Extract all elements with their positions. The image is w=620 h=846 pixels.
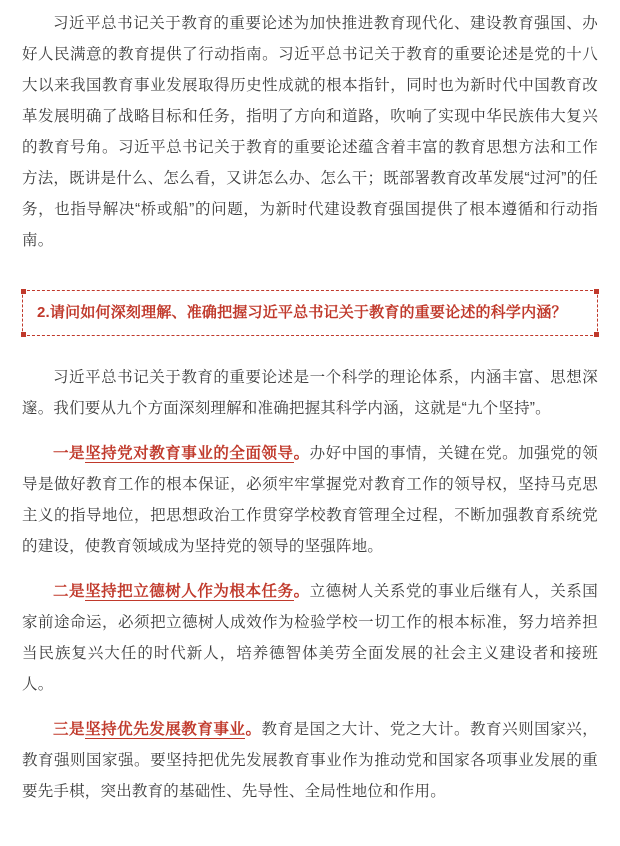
question-number: 2. [37,304,50,321]
point-lead-prefix-1: 一是 [53,445,86,462]
corner-marker-bottom-left [21,332,26,337]
corner-marker-top-left [21,289,26,294]
point-lead-underlined-1: 坚持党对教育事业的全面领导 [85,445,294,462]
question-text: 请问如何深刻理解、准确把握习近平总书记关于教育的重要论述的科学内涵？ [49,304,567,321]
spacer-below-question [22,336,598,362]
point-lead-underlined-2: 坚持把立德树人作为根本任务 [85,583,294,600]
point-lead-tail-1: 。 [293,445,310,462]
point-body-1: 办好中国的事情，关键在党。加强党的领导是做好教育工作的根本保证，必须牢牢掌握党对教育工作的领导权，坚持马克思主义的指导地位，把思想政治工作贯穿学校教育管理全过程，不断加强教育系统党的建设，使教育领域成为坚持党的领导的坚强阵地。 [22,445,598,555]
point-paragraph-2 [22,576,598,700]
spacer-above-question [22,256,598,290]
point-lead-underlined-3: 坚持优先发展教育事业 [85,721,246,738]
point-lead-tail-3: 。 [245,721,262,738]
point-lead-prefix-3: 三是 [53,721,86,738]
point-lead-tail-2: 。 [293,583,310,600]
corner-marker-top-right [594,289,599,294]
answer-intro-paragraph: 习近平总书记关于教育的重要论述是一个科学的理论体系，内涵丰富、思想深邃。我们要从九个方面深刻理解和准确把握其科学内涵，这就是“九个坚持”。 [22,369,598,417]
intro-paragraph: 习近平总书记关于教育的重要论述为加快推进教育现代化、建设教育强国、办好人民满意的教育提供了行动指南。习近平总书记关于教育的重要论述是党的十八大以来我国教育事业发展取得历史性成就的根本指针，同时也为新时代中国教育改革发展明确了战略目标和任务，指明了方向和道路，吹响了实现中华民族伟大复兴的教育号角。习近平总书记关于教育的重要论述蕴含着丰富的教育思想方法和工作方法，既讲是什么、怎么看，又讲怎么办、怎么干；既部署教育改革发展“过河”的任务，也指导解决“桥或船”的问题，为新时代建设教育强国提供了根本遵循和行动指南。 [22,15,598,249]
point-paragraph-1 [22,438,598,562]
corner-marker-bottom-right [594,332,599,337]
point-paragraph-3 [22,714,598,807]
point-body-3: 教育是国之大计、党之大计。教育兴则国家兴，教育强则国家强。要坚持把优先发展教育事业作为推动党和国家各项事业发展的重要先手棋，突出教育的基础性、先导性、全局性地位和作用。 [22,721,598,800]
point-lead-prefix-2: 二是 [53,583,86,600]
point-body-2: 立德树人关系党的事业后继有人，关系国家前途命运，必须把立德树人成效作为检验学校一切工作的根本标准，努力培养担当民族复兴大任的时代新人，培养德智体美劳全面发展的社会主义建设者和接班人。 [22,583,598,693]
intro-section [22,0,598,256]
question-heading-box [22,290,598,336]
